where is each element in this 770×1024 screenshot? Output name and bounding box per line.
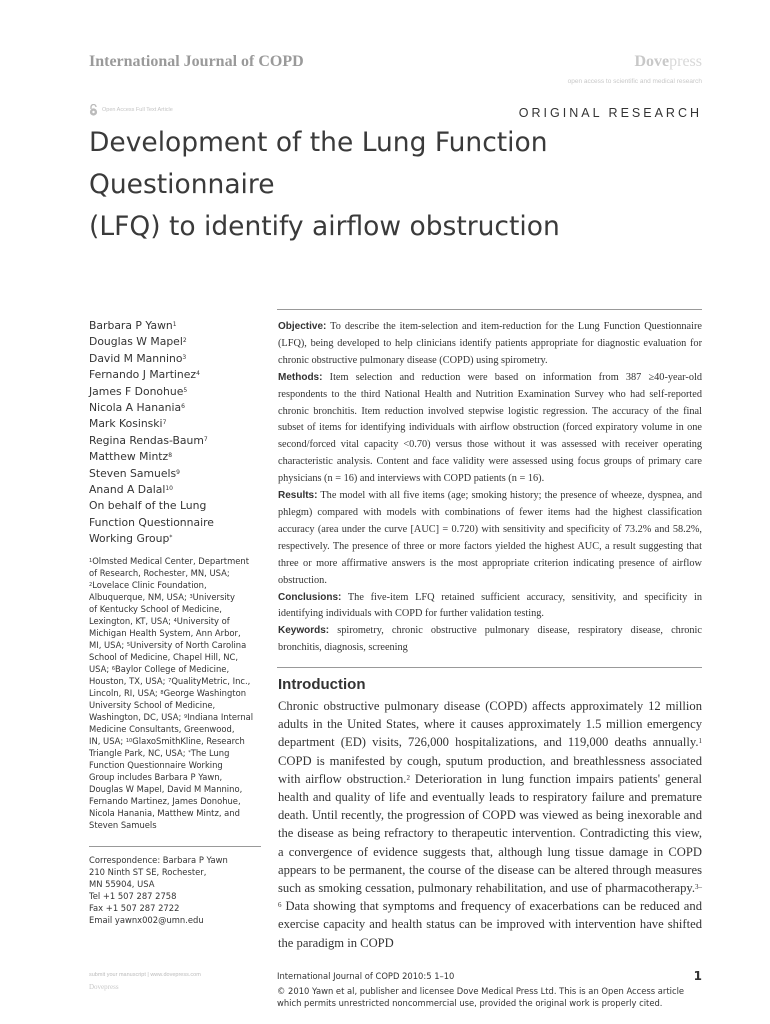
- author: Mark Kosinski$^7$: [89, 417, 167, 431]
- affiliation-line: of Research, Rochester, MN, USA;: [89, 568, 230, 578]
- title-line-1: Development of the Lung Function Questionnaire: [89, 127, 548, 200]
- author: David M Mannino$^3$: [89, 351, 187, 365]
- affiliation-line: of Kentucky School of Medicine,: [89, 604, 222, 614]
- correspondence: [89, 854, 269, 926]
- author: Douglas W Mapel$^2$: [89, 335, 187, 349]
- affiliation-line: USA; $^6$Baylor College of Medicine,: [89, 664, 230, 674]
- affiliation-line: Medicine Consultants, Greenwood,: [89, 724, 235, 734]
- affiliation-line: University School of Medicine,: [89, 700, 216, 710]
- correspondence-email[interactable]: Email yawnx002@umn.edu: [89, 915, 204, 925]
- citation-ref[interactable]: 3–6: [278, 883, 702, 910]
- section-heading-introduction: Introduction: [278, 676, 366, 693]
- author-group: Working Group*: [89, 532, 173, 546]
- author: Barbara P Yawn$^1$: [89, 319, 177, 332]
- citation-ref[interactable]: 1: [698, 737, 702, 746]
- affiliation-line: IN, USA; $^{10}$GlaxoSmithKline, Research: [89, 736, 245, 746]
- author-group: On behalf of the Lung: [89, 499, 207, 513]
- author: James F Donohue$^5$: [89, 384, 188, 398]
- author: Anand A Dalal$^{10}$: [89, 483, 173, 497]
- footer-dovepress-logo: Dovepress: [89, 983, 119, 991]
- title-line-2: (LFQ) to identify airflow obstruction: [89, 211, 560, 242]
- publisher-tagline: open access to scientific and medical research: [567, 78, 702, 85]
- footer-copyright: © 2010 Yawn et al, publisher and licensee Dove Medical Press Ltd. This is an Open Access article which permits unrestricted noncommercial use, provided the original work is properly cited.: [277, 986, 685, 1008]
- abstract-results: Results: The model with all five items (age; smoking history; the presence of wheeze, dyspnea, and phlegm) compared with models with combinations of fewer items had the highest classification accuracy (area under the curve [AUC] = 0.720) with sensitivity and specificity of 73.2% and 58.2%, respectively. The presence of three or more factors yielded the highest AUC, a result suggesting that three or more affirmative answers is the most appropriate criterion indicating presence of airflow obstruction.: [278, 490, 702, 586]
- author: Matthew Mintz$^8$: [89, 450, 173, 464]
- correspondence-line: Tel +1 507 287 2758: [89, 891, 177, 901]
- citation-ref[interactable]: 2: [406, 773, 410, 782]
- affiliations: [89, 555, 269, 831]
- affiliation-line: Lexington, KT, USA; $^4$University of: [89, 616, 230, 626]
- open-access-label: Open Access Full Text Article: [102, 107, 173, 113]
- affiliation-line: Nicola Hanania, Matthew Mintz, and: [89, 808, 240, 818]
- abstract-methods: Methods: Item selection and reduction were based on information from 387 ≥40-year-old respondents to the third National Health and Nutrition Examination Survey who had self-reported chronic bronchitis. Item reduction involved stepwise logistic regression. The accuracy of the final subset of items for identifying individuals with airflow obstruction (forced expiratory volume in one second/forced vital capacity <0.70) versus those without it was assessed with receiver operating characteristic analysis. Content and face validity were assessed using focus groups of primary care physicians (n = 16) and interviews with COPD patients (n = 16).: [278, 371, 702, 485]
- affiliation-line: Houston, TX, USA; $^7$QualityMetric, Inc.,: [89, 676, 251, 686]
- footer-submit-link[interactable]: submit your manuscript | www.dovepress.com: [89, 972, 201, 978]
- affiliation-line: Washington, DC, USA; $^9$Indiana Internal: [89, 712, 254, 722]
- affiliation-line: Triangle Park, NC, USA; *The Lung: [89, 748, 230, 758]
- article-title: [89, 122, 709, 248]
- publisher-logo-press: press: [669, 53, 702, 70]
- journal-name: International Journal of COPD: [89, 53, 304, 70]
- introduction-body: Chronic obstructive pulmonary disease (COPD) affects approximately 12 million adults in the United States, where it causes approximately 1.5 million emergency department (ED) visits, 726,000 hospitalizations, and 119,000 deaths annually.$^1$ COPD is manifested by cough, sputum production, and breathlessness associated with airflow obstruction.$^2$ Deterioration in lung function impairs patients' general health and quality of life and eventually leads to respiratory failure and premature death. Until recently, the progression of COPD was viewed as being inexorable and the disease as being refractory to therapeutic intervention. Contradicting this view, a convergence of evidence suggests that, although lung tissue damage in COPD appears to be permanent, the course of the disease can be altered through measures such as smoking cessation, pulmonary rehabilitation, and use of pharmacotherapy.$^{3-6}$ Data showing that symptoms and frequency of exacerbations can be reduced and exercise capacity and health status can be improved with intervention have shifted the paradigm in COPD: [278, 699, 702, 950]
- correspondence-line: 210 Ninth ST SE, Rochester,: [89, 867, 207, 877]
- abstract-objective: Objective: To describe the item-selection and item-reduction for the Lung Function Questionnaire (LFQ), being developed to help clinicians identify patients appropriate for diagnostic evaluation for chronic obstructive pulmonary disease (COPD) using spirometry.: [278, 321, 702, 366]
- correspondence-line: MN 55904, USA: [89, 879, 155, 889]
- correspondence-line: Correspondence: Barbara P Yawn: [89, 855, 228, 865]
- affiliation-line: Function Questionnaire Working: [89, 760, 223, 770]
- affiliation-line: Group includes Barbara P Yawn,: [89, 772, 223, 782]
- affiliation-line: Fernando Martinez, James Donohue,: [89, 796, 241, 806]
- article-type: ORIGINAL RESEARCH: [518, 106, 702, 120]
- open-lock-icon: [89, 104, 98, 116]
- affiliation-line: Douglas W Mapel, David M Mannino,: [89, 784, 243, 794]
- affiliation-line: School of Medicine, Chapel Hill, NC,: [89, 652, 239, 662]
- divider-introduction: [277, 667, 702, 668]
- author: Regina Rendas-Baum$^7$: [89, 433, 208, 447]
- affiliation-line: Steven Samuels: [89, 820, 157, 830]
- affiliation-line: Lincoln, RI, USA; $^8$George Washington: [89, 688, 247, 698]
- divider-correspondence: [89, 846, 261, 847]
- divider-top: [277, 309, 702, 310]
- footer-citation: International Journal of COPD 2010:5 1–10: [277, 971, 455, 981]
- author: Fernando J Martinez$^4$: [89, 368, 200, 382]
- affiliation-line: $^2$Lovelace Clinic Foundation,: [89, 580, 207, 590]
- publisher-logo-dove: Dove: [634, 53, 670, 70]
- author: Nicola A Hanania$^6$: [89, 401, 185, 415]
- affiliation-line: Michigan Health System, Ann Arbor,: [89, 628, 241, 638]
- author-list: [89, 318, 269, 548]
- abstract: [278, 319, 702, 657]
- publisher-logo: [634, 53, 702, 71]
- page-number: 1: [693, 969, 702, 983]
- author: Steven Samuels$^9$: [89, 466, 180, 480]
- abstract-conclusions: Conclusions: The five-item LFQ retained sufficient accuracy, sensitivity, and specificity in identifying individuals with COPD for further validation testing.: [278, 591, 702, 620]
- affiliation-line: Albuquerque, NM, USA; $^3$University: [89, 592, 235, 602]
- affiliation-line: MI, USA; $^5$University of North Carolina: [89, 640, 247, 650]
- author-group: Function Questionnaire: [89, 515, 214, 529]
- abstract-keywords: Keywords: spirometry, chronic obstructive pulmonary disease, respiratory disease, chronic bronchitis, diagnosis, screening: [278, 625, 702, 654]
- correspondence-line: Fax +1 507 287 2722: [89, 903, 180, 913]
- affiliation-line: $^1$Olmsted Medical Center, Department: [89, 556, 249, 566]
- open-access-badge: [89, 104, 173, 116]
